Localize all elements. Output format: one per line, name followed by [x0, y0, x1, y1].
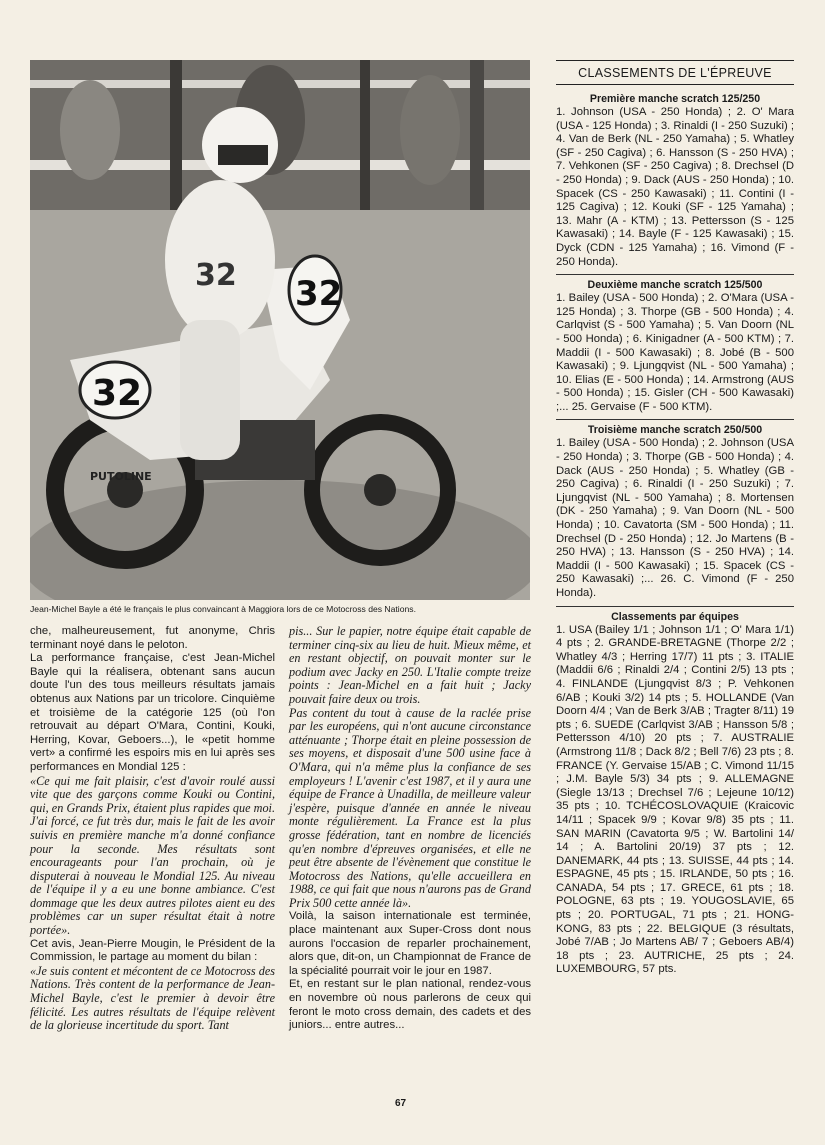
motocross-photo: [30, 60, 530, 600]
quote-paragraph: «Je suis content et mécontent de ce Motocross des Nations. Très content de la performance de Jean-Michel Bayle, c'est le premier à devoir être félicité. Les autres résultats de l'équipe relèvent de la glorieuse incertitude du sport. Tant: [30, 963, 275, 1033]
paragraph: Et, en restant sur le plan national, rendez-vous en novembre où nous parlerons de ceux qui feront le moto cross demain, des cadets et des juniors... entre autres...: [289, 978, 531, 1032]
quote-paragraph: «Ce qui me fait plaisir, c'est d'avoir roulé aussi vite que des garçons comme Kouki ou Contini, qui, en Grands Prix, étaient plus rapides que moi. J'ai forcé, ce fut très dur, mais le fait de les avoir suivis en première manche m'a donné confiance pour la seconde. Mes résultats sont encourageants pour l'an prochain, où je disputerai à nouveau le Mondial 125. Au niveau de l'équipe il y a eu une bonne ambiance. C'est dommage que les deux autres pilotes aient eu des problèmes car un super résultat était à notre portée».: [30, 773, 275, 938]
photo-caption: Jean-Michel Bayle a été le français le plus convaincant à Maggiora lors de ce Motocross des Nations.: [30, 604, 416, 614]
divider: [556, 606, 794, 607]
section-title: Troisième manche scratch 250/500: [587, 424, 763, 437]
paragraph: Voilà, la saison internationale est terminée, place maintenant aux Super-Cross dont nous aurons l'occasion de reparler prochainement, alors que, dit-on, un Championnat de France de la spécialité pourrait voir le jour en 1987.: [289, 910, 531, 977]
section-title: Classements par équipes: [611, 610, 739, 623]
quote-paragraph: pis... Sur le papier, notre équipe était capable de terminer cinq-six au lieu de huit. Mieux même, et en restant objectif, on pouvait monter sur le podium avec Jacky en 250. L'Italie compte treize points : Jean-Michel en a fait huit ; Jacky pouvait faire deux ou trois.: [289, 624, 531, 706]
divider: [556, 274, 794, 275]
section-title: Première manche scratch 125/250: [589, 93, 761, 105]
section-body: 1. Bailey (USA - 500 Honda) ; 2. O'Mara (USA - 125 Honda) ; 3. Thorpe (GB - 500 Honda) ; 4. Carlqvist (S - 500 Yamaha) ; 5. Van Doorn (NL - 500 Honda) ; 6. Kinigadner (A - 500 KTM) ; 7. Maddii (I - 500 Kawasaki) ; 8. Jobé (B - 500 Kawasaki) ; 9. Ljungqvist (NL - 500 Yamaha) ; 10. Elias (E - 500 Honda) ; 14. Armstrong (AUS - 500 Honda) ; 15. Gisler (CH - 500 Kawasaki) ;... 25. Gervaise (F - 500 KTM).: [556, 292, 794, 413]
section-title: Deuxième manche scratch 125/500: [587, 279, 763, 292]
section-body: 1. USA (Bailey 1/1 ; Johnson 1/1 ; O' Mara 1/1) 4 pts ; 2. GRANDE-BRETAGNE (Thorpe 2/2 ; Whatley 4/3 ; Herring 17/7) 11 pts ; 3. ITALIE (Maddii 6/6 ; Rinaldi 2/4 ; Contini 2/5) 13 pts ; 4. FINLANDE (Ljungqvist 8/3 ; P. Vehkonen 6/AB ; Kouki 3/2) 14 pts ; 5. HOLLANDE (Van Doorn 4/4 ; Van de Berk 3/AB ; Tragter 8/11) 19 pts ; 6. SUEDE (Carlqvist 3/AB ; Hansson 5/8 ; Pettersson 4/10) 20 pts ; 7. AUSTRALIE (Armstrong 11/8 ; Dack 8/2 ; Bell 7/6) 23 pts ; 8. FRANCE (Y. Gervaise 15/AB ; C. Vimond 11/15 ; J.M. Bayle 5/3) 34 pts ; 9. ALLEMAGNE (Siegle 13/13 ; Drechsel 7/6 ; Lejeune 10/12) 35 pts ; 10. TCHÉCOSLOVAQUIE (Kraicovic 14/11 ; Spacek 9/9 ; Kovar 9/8) 35 pts ; 11. SAN MARIN (Cavatorta 9/5 ; W. Bartolini 14/ 14 ; A. Bartolini 20/19) 37 pts ; 12. DANEMARK, 44 pts ; 13. SUISSE, 44 pts ; 14. ESPAGNE, 45 pts ; 15. IRLANDE, 50 pts ; 16. CANADA, 54 pts ; 17. GRECE, 61 pts ; 18. POLOGNE, 63 pts ; 19. YOUGOSLAVIE, 65 pts ; 20. PORTUGAL, 71 pts ; 21. HONG-KONG, 83 pts ; 22. BELGIQUE (3 résultats, Jobé 7/AB ; Jo Martens AB/ 7 ; Geboers AB/4) 18 pts ; 23. AUTRICHE, 25 pts ; 24. LUXEMBOURG, 57 pts.: [556, 623, 794, 976]
page-number: 67: [395, 1098, 407, 1109]
article-column-2: [289, 625, 531, 1033]
divider: [556, 419, 794, 420]
sponsor-decal: PUTOLINE: [90, 470, 152, 483]
paragraph: La performance française, c'est Jean-Michel Bayle qui la réalisera, obtenant sans aucun doute l'un des tous meilleurs résultats jamais obtenus aux Nations par un tricolore. Cinquième et troisième de la catégorie 125 (où l'on retrouvait au départ O'Mara, Contini, Kouki, Herring, Kovar, Geboers...), le «petit homme vert» a confirmé les espoirs mis en lui après ses performances en Mondial 125 :: [30, 652, 275, 773]
front-number-plate: 32: [295, 274, 343, 314]
paragraph: Cet avis, Jean-Pierre Mougin, le Président de la Commission, le partage au moment du bilan :: [30, 937, 275, 964]
jersey-number: 32: [195, 258, 237, 293]
results-sidebar: [556, 60, 794, 977]
paragraph: che, malheureusement, fut anonyme, Chris terminant noyé dans le peloton.: [30, 625, 275, 651]
article-column-1: [30, 625, 275, 1033]
section-body: 1. Johnson (USA - 250 Honda) ; 2. O' Mara (USA - 125 Honda) ; 3. Rinaldi (I - 250 Suzuki) ; 4. Van de Berk (NL - 250 Yamaha) ; 5. Whatley (SF - 250 Cagiva) ; 6. Hansson (S - 250 HVA) ; 7. Vehkonen (SF - 250 Cagiva) ; 8. Drechsel (D - 250 Honda) ; 9. Dack (AUS - 250 Honda) ; 10. Spacek (CS - 250 Kawasaki) ; 11. Contini (I - 125 Cagiva) ; 12. Kouki (SF - 125 Yamaha) ; 13. Mahr (A - KTM) ; 13. Pettersson (S - 125 Kawasaki) ; 14. Bayle (F - 125 Kawasaki) ; 15. Dyck (CDN - 125 Yamaha) ; 16. Vimond (F - 250 Honda).: [556, 106, 794, 268]
rear-number-plate: 32: [92, 373, 143, 414]
quote-paragraph: Pas content du tout à cause de la raclée prise par les européens, qui n'ont aucune circonstance atténuante ; Thorpe était en pleine possession de ses moyens, et disposait d'une 500 usine face à O'Mara, qui n'a même plus la confiance de ses employeurs ! L'avenir c'est 1987, et il y aura une équipe de France à Unadilla, de meilleure valeur j'espère, puisque d'année en année le niveau monte régulièrement. La France est la plus grosse fédération, tant en nombre de licenciés qu'en nombre d'épreuves organisées, et elle ne peut être absente de l'évènement que constitue le Motocross des Nations, qu'elle accueillera en 1988, ce qui fait que nous n'aurons pas de Grand Prix 500 cette année là».: [289, 705, 531, 910]
results-header: CLASSEMENTS DE L'ÉPREUVE: [556, 60, 794, 85]
section-body: 1. Bailey (USA - 500 Honda) ; 2. Johnson (USA - 250 Honda) ; 3. Thorpe (GB - 500 Honda) ; 4. Dack (AUS - 250 Honda) ; 5. Whatley (GB - 250 Cagiva) ; 6. Rinaldi (I - 250 Suzuki) ; 7. Ljungqvist (NL - 500 Yamaha) ; 8. Mortensen (DK - 250 Yamaha) ; 9. Van Doorn (NL - 500 Honda) ; 10. Cavatorta (SM - 500 Honda) ; 11. Drechsel (D - 250 Honda) ; 12. Jo Martens (B - 250 HVA) ; 13. Hansson (S - 250 HVA) ; 14. Maddii (I - 500 Kawasaki) ; 15. Spacek (CS - 250 Kawasaki) ;... 26. C. Vimond (F - 250 Honda).: [556, 437, 794, 599]
